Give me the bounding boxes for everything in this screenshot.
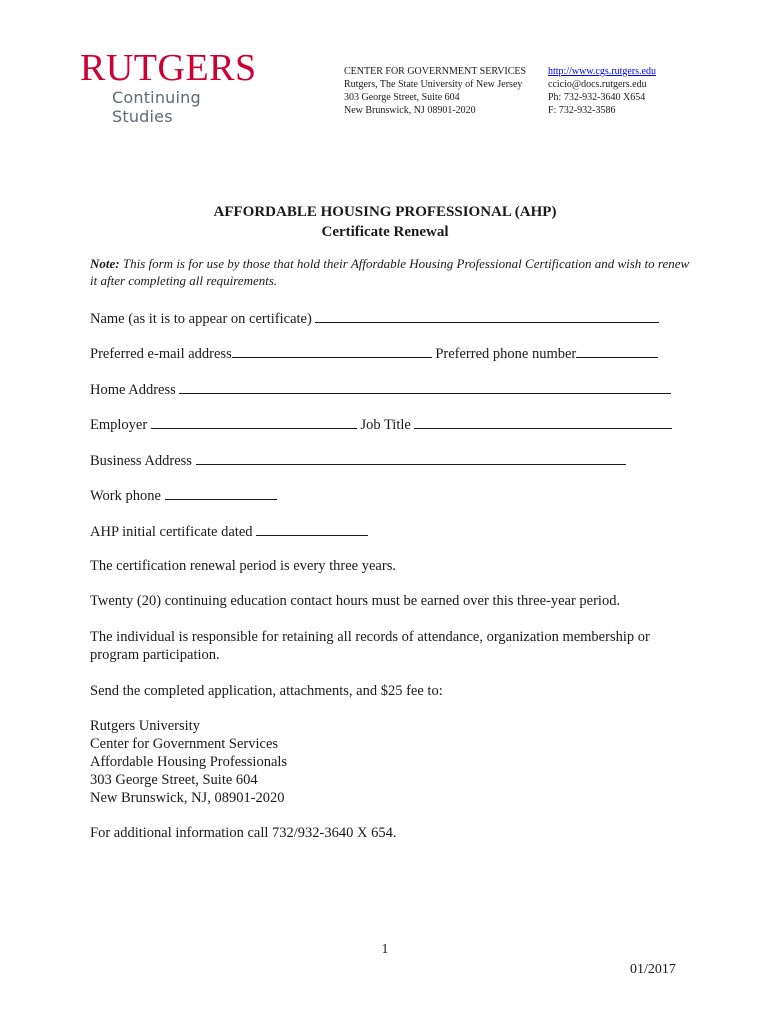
header-center-address [344,65,526,117]
field-name [90,307,659,328]
field-employer-job [90,413,672,434]
field-job-title-blank[interactable] [414,413,672,429]
field-initial-cert [90,520,368,541]
field-employer-blank[interactable] [151,413,357,429]
header-contact [548,65,656,117]
send-instructions: Send the completed application, attachments, and $25 fee to: [90,683,443,699]
records-responsibility: The individual is responsible for retaining all records of attendance, organization membership or program participation. [90,629,650,663]
logo-wordmark: RUTGERS [80,47,257,89]
mailing-line-4: 303 George Street, Suite 604 [90,772,258,788]
contact-hours: Twenty (20) continuing education contact hours must be earned over this three-year period. [90,593,621,609]
note-text: This form is for use by those that hold their Affordable Housing Professional Certification and wish to renew it after completing all requirements. [90,256,690,288]
header-fax: F: 732-932-3586 [548,105,616,116]
renewal-period: The certification renewal period is every three years. [90,558,396,574]
contact-info: For additional information call 732/932-3640 X 654. [90,825,397,841]
revision-date: 01/2017 [630,962,676,977]
header-university: Rutgers, The State University of New Jersey [344,79,523,90]
header-city: New Brunswick, NJ 08901-2020 [344,105,476,116]
field-work-phone [90,484,277,505]
field-email-label: Preferred e-mail address [90,346,232,362]
header-street: 303 George Street, Suite 604 [344,92,460,103]
header-org: CENTER FOR GOVERNMENT SERVICES [344,66,527,77]
field-employer-label: Employer [90,417,148,433]
document-title [0,202,770,242]
field-email-blank[interactable] [232,342,432,358]
field-work-phone-blank[interactable] [165,484,277,500]
field-home-address-blank[interactable] [179,378,671,394]
website-link[interactable]: http://www.cgs.rutgers.edu [548,66,656,77]
mailing-address [90,717,690,807]
field-work-phone-label: Work phone [90,488,161,504]
field-initial-cert-label: AHP initial certificate dated [90,524,253,540]
field-business-address-blank[interactable] [196,449,626,465]
mailing-line-1: Rutgers University [90,718,200,734]
field-email-phone [90,342,658,363]
field-home-address [90,378,671,399]
header-email: ccicio@docs.rutgers.edu [548,79,647,90]
mailing-line-2: Center for Government Services [90,736,279,752]
page-number: 1 [381,942,389,957]
note-label: Note: [90,256,120,271]
field-name-label: Name (as it is to appear on certificate) [90,311,312,327]
field-initial-cert-blank[interactable] [256,520,368,536]
mailing-line-3: Affordable Housing Professionals [90,754,288,770]
note [90,255,690,289]
field-job-title-label: Job Title [360,417,411,433]
mailing-line-5: New Brunswick, NJ, 08901-2020 [90,790,285,806]
field-business-address-label: Business Address [90,453,192,469]
field-home-address-label: Home Address [90,382,176,398]
logo-subtitle: Continuing Studies [112,88,201,126]
field-name-blank[interactable] [315,307,659,323]
title-line-1: AFFORDABLE HOUSING PROFESSIONAL (AHP) [213,204,557,220]
field-phone-label: Preferred phone number [435,346,577,362]
title-line-2: Certificate Renewal [321,224,449,240]
header-phone: Ph: 732-932-3640 X654 [548,92,646,103]
field-phone-blank[interactable] [576,342,658,358]
rutgers-logo [80,48,260,126]
field-business-address [90,449,626,470]
